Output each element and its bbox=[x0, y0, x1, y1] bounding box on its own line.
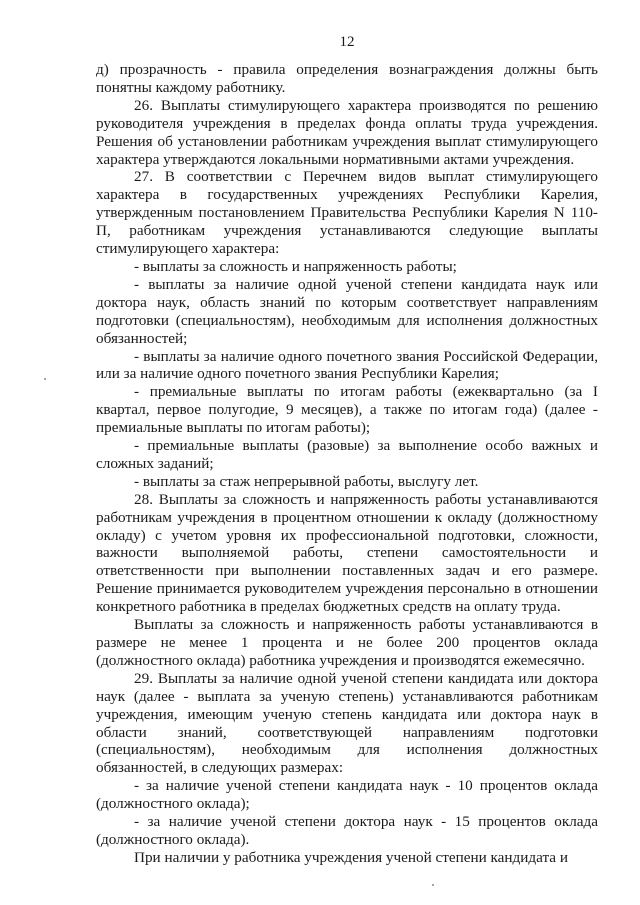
list-item: - за наличие ученой степени кандидата наук - 10 процентов оклада (должностного оклада); bbox=[96, 777, 598, 813]
list-item: - выплаты за сложность и напряженность работы; bbox=[134, 257, 457, 275]
list-item: - премиальные выплаты (разовые) за выполнение особо важных и сложных заданий; bbox=[96, 437, 598, 472]
paragraph-26: 26. Выплаты стимулирующего характера производятся по решению руководителя учреждения в пределах фонда оплаты труда учреждения. Решения об установлении работникам учреждения выплат стимулирующего характера утверждаются локальными нормативными актами учреждения. bbox=[96, 96, 598, 168]
scan-speck bbox=[44, 378, 46, 380]
list-item: - выплаты за наличие одной ученой степени кандидата наук или доктора наук, область знаний по которым соответствует направлениям подготовки (специальностям), необходимым для исполнения должностных обязанностей; bbox=[96, 275, 598, 347]
paragraph-28: 28. Выплаты за сложность и напряженность работы устанавливаются работникам учреждения в процентном отношении к окладу (должностному окладу) с учетом уровня их профессиональной подготовки, сложности, важности выполняемой работы, степени самостоятельности и ответственности при выполнении поставленных задач и его размере. Решение принимается руководителем учреждения персонально в отношении конкретного работника в пределах бюджетных средств на оплату труда. bbox=[96, 490, 598, 616]
paragraph-last: При наличии у работника учреждения ученой степени кандидата и bbox=[134, 848, 568, 866]
list-item: - за наличие ученой степени доктора наук - 15 процентов оклада (должностного оклада). bbox=[96, 813, 598, 848]
paragraph-28-cont: Выплаты за сложность и напряженность работы устанавливаются в размере не менее 1 процента и не более 200 процентов оклада (должностного оклада) работника учреждения и производятся ежемесячно. bbox=[96, 616, 598, 669]
scan-speck bbox=[432, 884, 434, 886]
list-item: - выплаты за стаж непрерывной работы, выслугу лет. bbox=[134, 472, 479, 490]
document-body bbox=[96, 61, 598, 867]
list-item: - премиальные выплаты по итогам работы (ежеквартально (за I квартал, первое полугодие, 9 месяцев), а также по итогам года) (далее - премиальные выплаты по итогам работы); bbox=[96, 383, 598, 437]
paragraph-27: 27. В соответствии с Перечнем видов выплат стимулирующего характера в государственных учреждениях Республики Карелия, утвержденным постановлением Правительства Республики Карелия N 110-П, работникам учреждения устанавливаются следующие выплаты стимулирующего характера: bbox=[96, 168, 598, 258]
paragraph-29: 29. Выплаты за наличие одной ученой степени кандидата или доктора наук (далее - выплата за ученую степень) устанавливаются работникам учреждения, имеющим ученую степень кандидата или доктора наук в области знаний, соответствующей направлениям подготовки (специальностям), необходимым для исполнения должностных обязанностей, в следующих размерах: bbox=[96, 669, 598, 777]
page-number: 12 bbox=[339, 34, 355, 50]
document-page bbox=[96, 0, 598, 905]
paragraph-item-d: д) прозрачность - правила определения вознаграждения должны быть понятны каждому работнику. bbox=[96, 61, 598, 96]
list-item: - выплаты за наличие одного почетного звания Российской Федерации, или за наличие одного почетного звания Республики Карелия; bbox=[96, 347, 598, 383]
